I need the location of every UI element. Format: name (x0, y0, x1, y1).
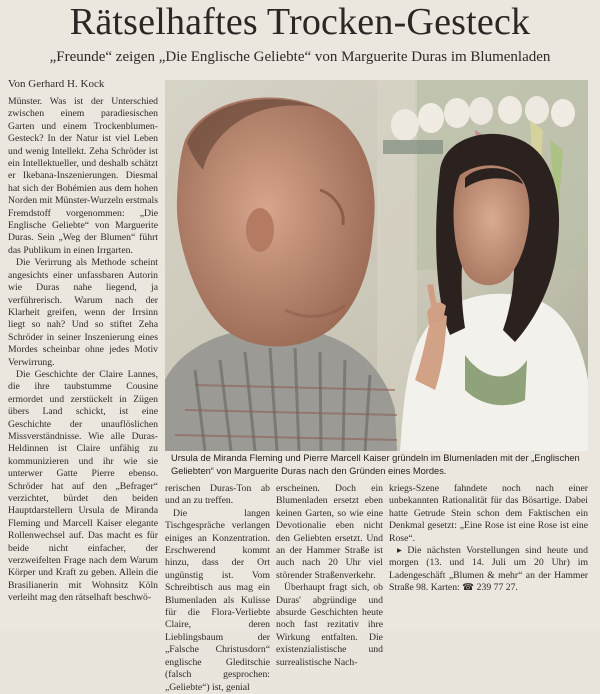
text-column-3 (276, 483, 383, 668)
paragraph: kriegs-Szene fahndete noch nach einer unbekannten Rationalität für das Bösartige. Dabei hatte Getrude Stein schon dem Faktischen ein Denkmal gesetzt: „Eine Rose ist eine Rose ist eine Rose“. (389, 483, 588, 544)
paragraph: ▸ Die nächsten Vorstellungen sind heute und morgen (13. und 14. Juli um 20 Uhr) im Ladengeschäft „Blumen & mehr“ an der Hammer Straße 98. Karten: ☎ 239 77 27. (389, 545, 588, 594)
article-byline: Von Gerhard H. Kock (8, 78, 105, 90)
paragraph: Überhaupt fragt sich, ob Duras' abgründige und absurde Geschichten heute noch fast rezitativ ihre Wirkung entfalten. Die existenzialistische und surrealistische Nach- (276, 582, 383, 668)
paragraph: Die langen Tischgespräche verlangen einiges an Konzentration. Erschwerend kommt hinzu, dass der Ort ungünstig ist. Vom Schreibtisch aus mag ein Blumenladen als Kulisse für die Flora-Verliebte Claire, deren Lieblingsbaum der „Falsche Christusdorn“ englische Gleditschie (falsch gesprochen: „Geliebte“) ist, genial (165, 507, 270, 693)
photo-caption: Ursula de Miranda Fleming und Pierre Marcell Kaiser gründeln im Blumenladen mit der „Englischen Geliebten“ von Marguerite Duras nach den Gründen eines Mordes. (171, 453, 580, 476)
text-column-2 (165, 483, 270, 693)
paragraph: Die Verirrung als Methode scheint angesichts einer unfassbaren Autorin wie Duras nahe liegend, ja verführerisch. Warum nach der Klarheit greifen, wenn der Irrsinn liegt so nah? Und so stiftet Zeha Schröder in seiner Inszenierung eines Mordes scheinbar ohne jedes Motiv Verwirrung. (8, 257, 158, 368)
photo-illustration (165, 80, 588, 451)
text-column-1 (8, 96, 158, 626)
article-headline: Rätselhaftes Trocken-Gesteck (69, 1, 531, 43)
paragraph: rerischen Duras-Ton ab und an zu treffen. (165, 483, 270, 507)
paragraph: Die Geschichte der Claire Lannes, die ihre taubstumme Cousine ermordet und zerstückelt in Zügen übers Land schickt, ist eine Geschichte der unauflöslichen Missverständnisse. Wie alle Duras-Heldinnen ist Claire unfähig zu kommunizieren und ihr wie sie unterwer Gatte Pierre ebenso. Schröder hat auf den „Befrager“ verzichtet, bürdet den beiden Hauptdarstellern Ursula de Miranda Fleming und Marcell Kaiser elegante Rollenwechsel auf. Das macht es für beide nicht einfacher, der verzweifelten Frage nach dem Warum Körper und Kraft zu geben. Allein die Brasilianerin mit Wohnsitz Köln verleiht mag den rätselhaft beschwö- (8, 368, 158, 604)
paragraph: erscheinen. Doch ein Blumenladen ersetzt eben keinen Garten, so wie eine Devotionalie eben nicht den Geliebten ersetzt. Und an der Hammer Straße ist auch nach 20 Uhr viel störender Straßenverkehr. (276, 483, 383, 581)
paragraph: Münster. Was ist der Unterschied zwischen einem paradiesischen Garten und einem Trockenblumen-Gesteck? In der Natur ist viel Leben und wenig Intellekt. Zeha Schröder ist ein Intellektueller, und deshalb schätzt er Ikebana-Inszenierungen. Diesmal hat sich der Bohémien aus dem hohen Norden mit Münster-Wurzeln erstmals Fremdstoff vorgenommen: „Die Englische Geliebte“ von Marguerite Duras. Sein „Weg der Blumen“ führt das Publikum in einen Irrgarten. (8, 96, 158, 256)
article-subheadline: „Freunde“ zeigen „Die Englische Geliebte“ von Marguerite Duras im Blumenladen (49, 49, 551, 65)
article-photo (165, 80, 588, 451)
text-column-4 (389, 483, 588, 628)
